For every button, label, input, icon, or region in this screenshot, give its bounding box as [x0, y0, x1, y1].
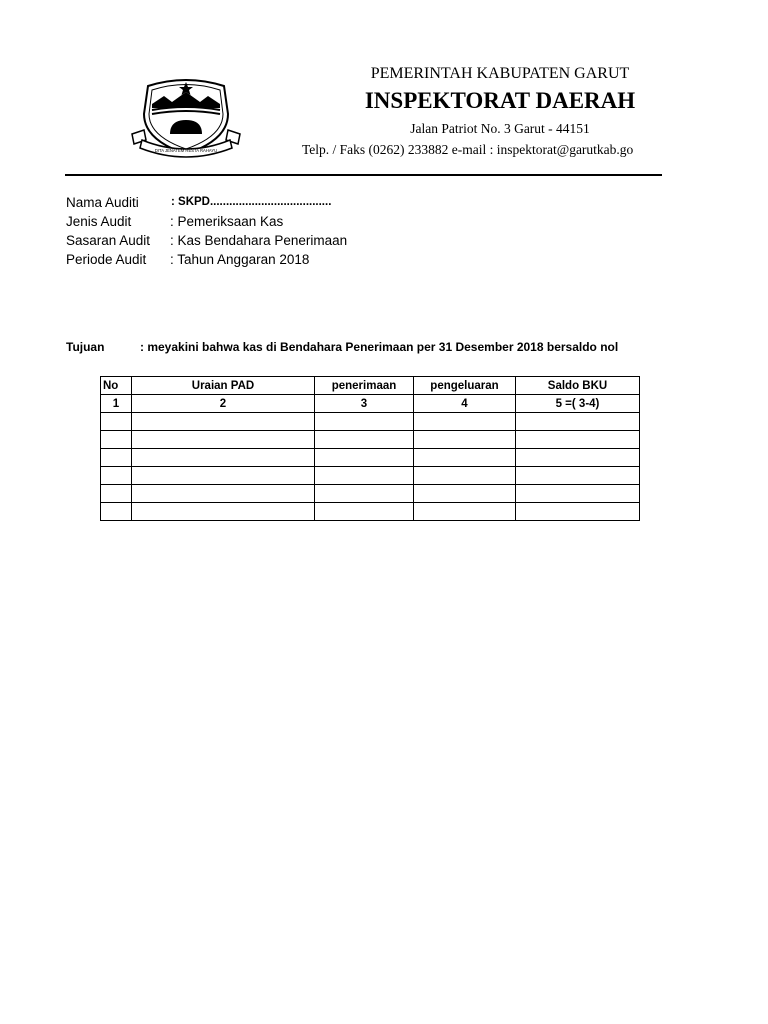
info-row-sasaran-audit: [66, 231, 347, 250]
table-cell: [132, 467, 315, 485]
table-row: [101, 449, 640, 467]
table-cell: [516, 485, 640, 503]
table-row: [101, 485, 640, 503]
info-label: Sasaran Audit: [66, 233, 151, 248]
table-cell: [516, 503, 640, 521]
objective-label: Tujuan: [66, 340, 105, 354]
table-cell: [101, 413, 132, 431]
office-contact: Telp. / Faks (0262) 233882 e-mail : inspektorat@garutkab.go: [302, 142, 634, 157]
table-row: [101, 431, 640, 449]
table-cell: [315, 485, 414, 503]
table-cell: [315, 449, 414, 467]
table-cell: [516, 431, 640, 449]
table-body: [101, 413, 640, 521]
table-cell: [414, 413, 516, 431]
table-cell: [516, 467, 640, 485]
table-row: [101, 467, 640, 485]
table-cell: [132, 503, 315, 521]
table-cell: [101, 467, 132, 485]
table-header-row: [101, 377, 640, 395]
table-cell: [315, 431, 414, 449]
table-cell: [101, 485, 132, 503]
col-number: 5 =( 3-4): [516, 395, 640, 413]
table-cell: [101, 449, 132, 467]
table-cell: [315, 503, 414, 521]
table-cell: [101, 431, 132, 449]
col-number: 2: [132, 395, 315, 413]
info-row-periode-audit: [66, 250, 347, 269]
table-cell: [132, 485, 315, 503]
info-value: : Tahun Anggaran 2018: [170, 252, 310, 267]
audit-info: [66, 193, 347, 269]
info-value: : SKPD......................................: [171, 196, 332, 208]
info-value: : Pemeriksaan Kas: [170, 214, 284, 229]
col-number: 3: [315, 395, 414, 413]
col-header-pengeluaran: pengeluaran: [414, 377, 516, 395]
info-value: : Kas Bendahara Penerimaan: [170, 233, 348, 248]
table-cell: [315, 467, 414, 485]
audit-objective: [66, 340, 618, 354]
table-cell: [132, 449, 315, 467]
info-row-nama-auditi: [66, 193, 347, 212]
letterhead-divider: [65, 174, 662, 176]
table-cell: [414, 431, 516, 449]
table-row: [101, 503, 640, 521]
cash-table: [100, 376, 640, 521]
col-header-saldo: Saldo BKU: [516, 377, 640, 395]
table-cell: [516, 449, 640, 467]
col-header-penerimaan: penerimaan: [315, 377, 414, 395]
table-cell: [315, 413, 414, 431]
table-cell: [101, 503, 132, 521]
logo-ribbon-text: DITA JENATEM RESTA RAHAYU: [154, 148, 218, 153]
table-cell: [132, 413, 315, 431]
col-number: 1: [101, 395, 132, 413]
table-cell: [516, 413, 640, 431]
table-numbering-row: [101, 395, 640, 413]
table-cell: [414, 467, 516, 485]
office-address: Jalan Patriot No. 3 Garut - 44151: [410, 121, 590, 136]
table-row: [101, 413, 640, 431]
col-header-no: No: [101, 377, 132, 395]
government-name: PEMERINTAH KABUPATEN GARUT: [370, 65, 630, 82]
table-cell: [414, 503, 516, 521]
office-name: INSPEKTORAT DAERAH: [364, 88, 636, 113]
info-label: Periode Audit: [66, 252, 147, 267]
letterhead: [290, 64, 690, 159]
info-row-jenis-audit: [66, 212, 347, 231]
table-cell: [414, 449, 516, 467]
garut-emblem-logo: [128, 74, 244, 160]
info-label: Nama Auditi: [66, 195, 139, 210]
table-cell: [132, 431, 315, 449]
col-number: 4: [414, 395, 516, 413]
objective-text: : meyakini bahwa kas di Bendahara Penerimaan per 31 Desember 2018 bersaldo nol: [140, 340, 619, 354]
col-header-uraian: Uraian PAD: [132, 377, 315, 395]
info-label: Jenis Audit: [66, 214, 132, 229]
table-cell: [414, 485, 516, 503]
